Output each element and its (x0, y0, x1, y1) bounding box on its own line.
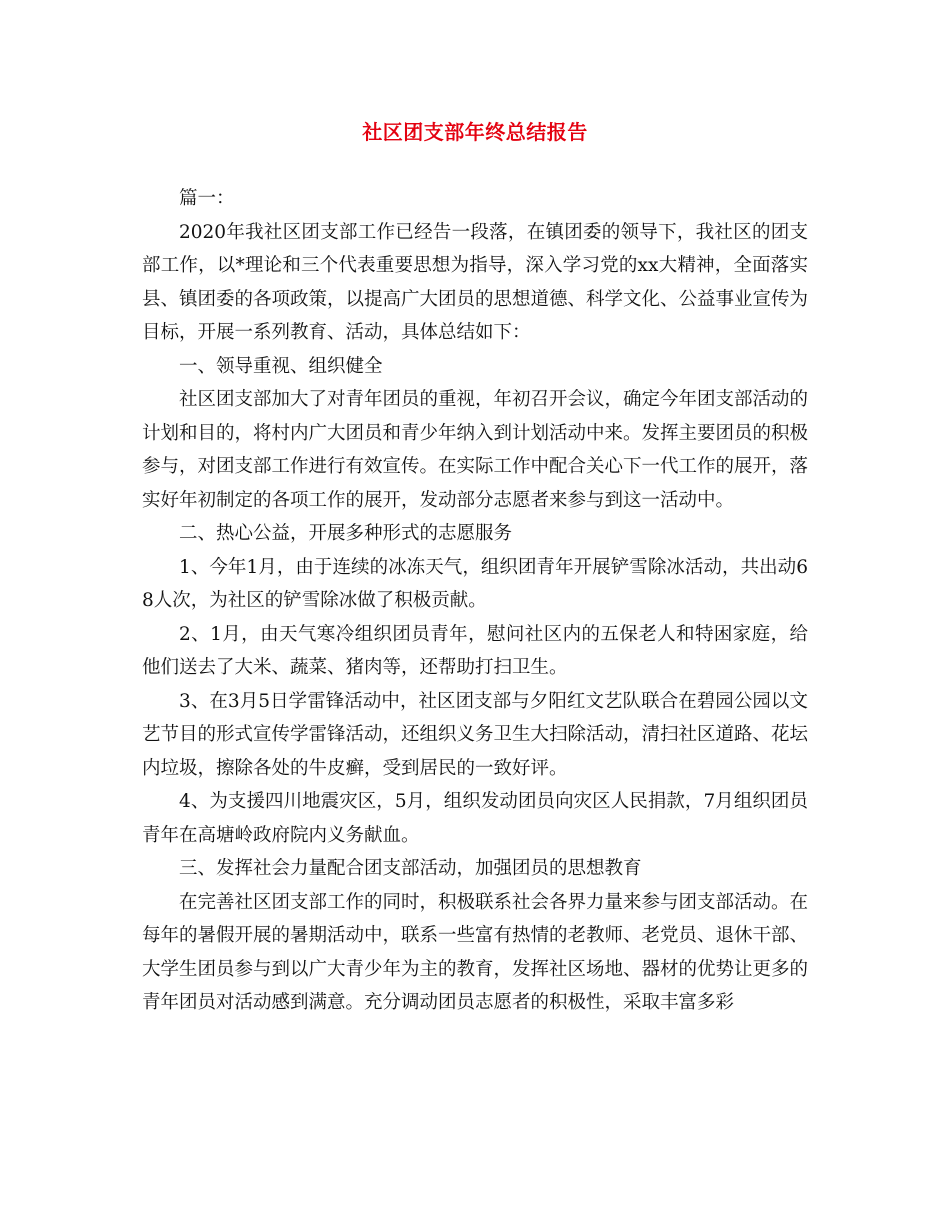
list-item-1: 1、今年1月，由于连续的冰冻天气，组织团青年开展铲雪除冰活动，共出动68人次，为社区的铲雪除冰做了积极贡献。 (142, 556, 808, 611)
list-item-3: 3、在3月5日学雷锋活动中，社区团支部与夕阳红文艺队联合在碧园公园以文艺节目的形式宣传学雷锋活动，还组织义务卫生大扫除活动，清扫社区道路、花坛内垃圾，擦除各处的牛皮癣，受到居民的一致好评。 (142, 690, 809, 779)
heading-section-2: 二、热心公益，开展多种形式的志愿服务 (179, 523, 513, 544)
paragraph-section-3: 在完善社区团支部工作的同时，积极联系社会各界力量来参与团支部活动。在每年的暑假开展的暑期活动中，联系一些富有热情的老教师、老党员、退休干部、大学生团员参与到以广大青少年为主的教育，发挥社区场地、器材的优势让更多的青年团员对活动感到满意。充分调动团员志愿者的积极性，采取丰富多彩 (142, 891, 809, 1013)
list-item-4: 4、为支援四川地震灾区，5月，组织发动团员向灾区人民捐款，7月组织团员青年在高塘岭政府院内义务献血。 (142, 791, 808, 846)
list-item-2: 2、1月，由天气寒冷组织团员青年，慰问社区内的五保老人和特困家庭，给他们送去了大米、蔬菜、猪肉等，还帮助打扫卫生。 (142, 623, 808, 678)
paragraph-section-label: 篇一： (179, 188, 235, 209)
paragraph-intro: 2020年我社区团支部工作已经告一段落，在镇团委的领导下，我社区的团支部工作，以*理论和三个代表重要思想为指导，深入学习党的xx大精神，全面落实县、镇团委的各项政策，以提高广大团员的思想道德、科学文化、公益事业宣传为目标，开展一系列教育、活动，具体总结如下： (142, 221, 809, 343)
heading-section-3: 三、发挥社会力量配合团支部活动，加强团员的思想教育 (179, 858, 642, 879)
paragraph-section-1: 社区团支部加大了对青年团员的重视，年初召开会议，确定今年团支部活动的计划和目的，将村内广大团员和青少年纳入到计划活动中来。发挥主要团员的积极参与，对团支部工作进行有效宣传。在实际工作中配合关心下一代工作的展开，落实好年初制定的各项工作的展开，发动部分志愿者来参与到这一活动中。 (142, 389, 809, 511)
document-title: 社区团支部年终总结报告 (362, 120, 588, 144)
heading-section-1: 一、领导重视、组织健全 (179, 355, 383, 377)
